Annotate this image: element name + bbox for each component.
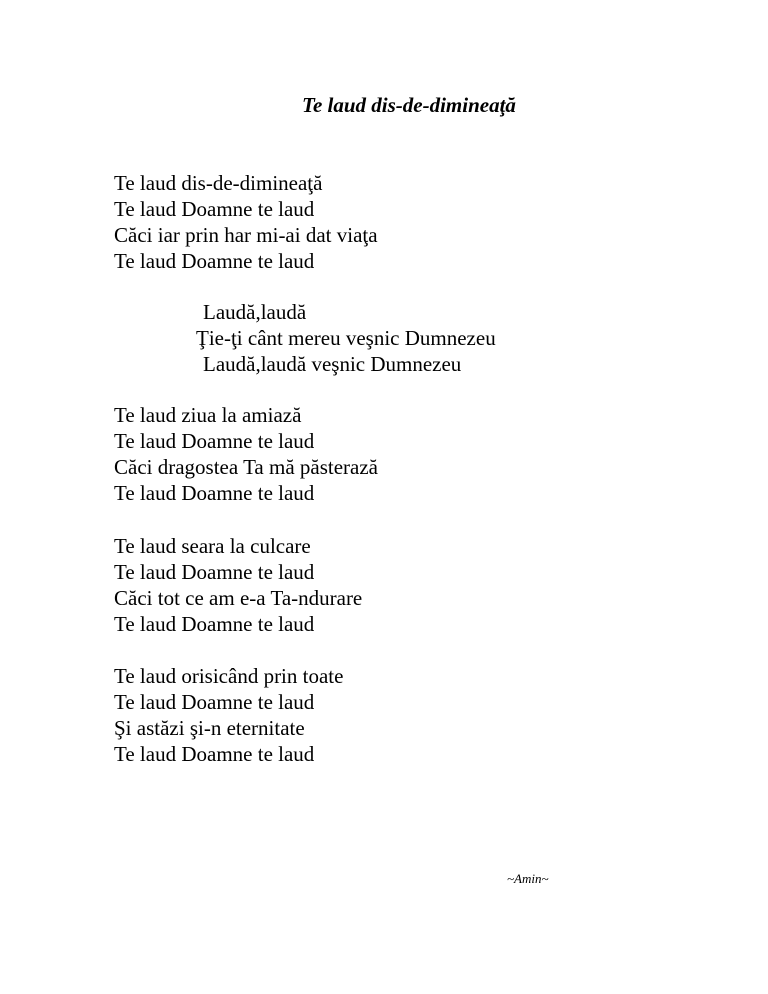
stanza-line: Căci iar prin har mi-ai dat viaţa [114, 223, 378, 247]
stanza-line: Te laud Doamne te laud [114, 481, 315, 505]
chorus-line: Laudă,laudă [203, 300, 307, 324]
stanza-line: Te laud Doamne te laud [114, 742, 315, 766]
stanza-line: Te laud seara la culcare [114, 534, 311, 558]
stanza-line: Te laud Doamne te laud [114, 197, 315, 221]
stanza-1 [114, 170, 378, 274]
stanza-line: Te laud dis-de-dimineaţă [114, 171, 323, 195]
signoff: ~Amin~ [507, 871, 549, 886]
stanza-line: Te laud Doamne te laud [114, 560, 315, 584]
stanza-3 [114, 533, 362, 637]
chorus-line: Laudă,laudă veşnic Dumnezeu [203, 352, 462, 376]
stanza-line: Te laud orisicând prin toate [114, 664, 344, 688]
stanza-line: Te laud ziua la amiază [114, 403, 302, 427]
stanza-line: Te laud Doamne te laud [114, 429, 315, 453]
stanza-2 [114, 402, 378, 506]
stanza-line: Şi astăzi şi-n eternitate [114, 716, 305, 740]
chorus [196, 299, 496, 377]
stanza-line: Te laud Doamne te laud [114, 612, 315, 636]
stanza-line: Te laud Doamne te laud [114, 249, 315, 273]
stanza-line: Căci tot ce am e-a Ta-ndurare [114, 586, 363, 610]
chorus-line: Ţie-ţi cânt mereu veşnic Dumnezeu [196, 326, 496, 350]
stanza-4 [114, 663, 343, 767]
poem-title: Te laud dis-de-dimineaţă [302, 93, 516, 117]
stanza-line: Te laud Doamne te laud [114, 690, 315, 714]
stanza-line: Căci dragostea Ta mă păsterază [114, 455, 379, 479]
